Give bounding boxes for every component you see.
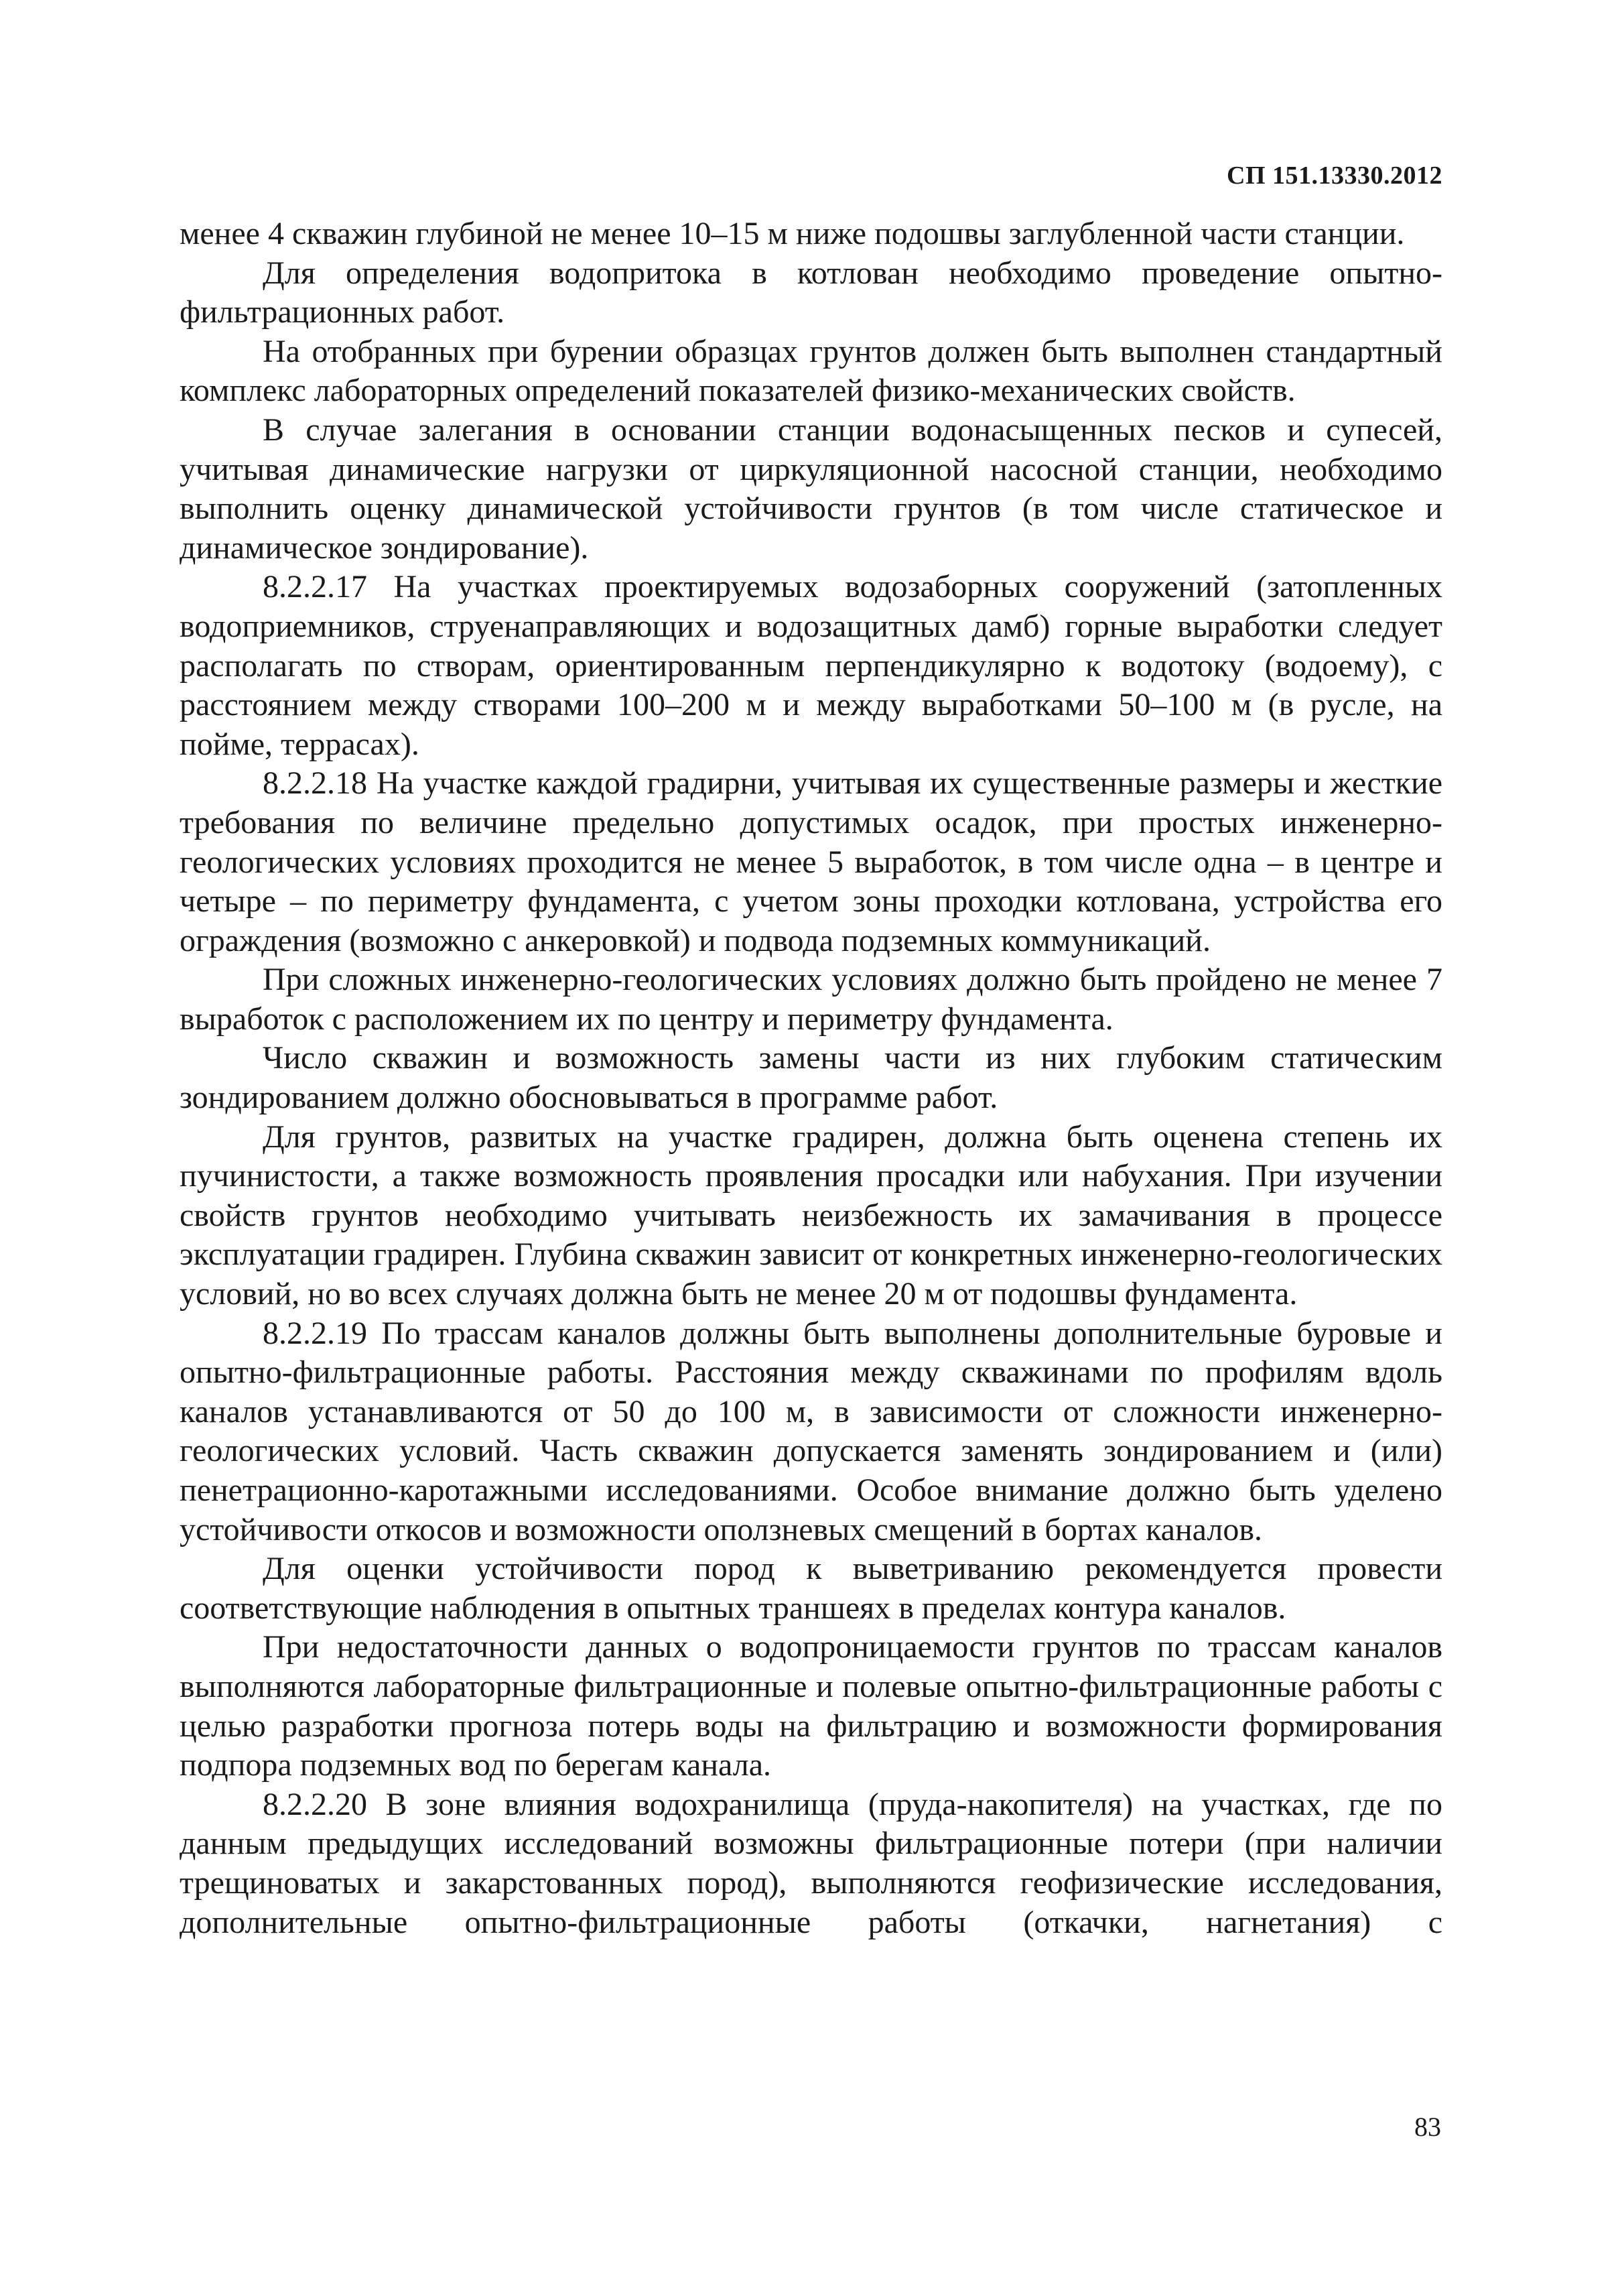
paragraph-continuation: менее 4 скважин глубиной не менее 10–15 м ниже подошвы заглубленной части станции. — [180, 216, 1405, 251]
paragraph-clause-8-2-2-18: 8.2.2.18 На участке каждой градирни, учитывая их существенные размеры и жесткие требования по величине предельно допустимых осадок, при простых инженерно-геологических условиях проходится не менее 5 выработок, в том числе одна – в центре и четыре – по периметру фундамента, с учетом зоны проходки котлована, устройства его ограждения (возможно с анкеровкой) и подвода подземных коммуникаций. — [180, 765, 1442, 958]
paragraph: Для оценки устойчивости пород к выветриванию рекомендуется провести соответствующие наблюдения в опытных траншеях в пределах контура каналов. — [180, 1551, 1442, 1626]
paragraph: При недостаточности данных о водопроницаемости грунтов по трассам каналов выполняются лабораторные фильтрационные и полевые опытно-фильтрационные работы с целью разработки прогноза потерь воды на фильтрацию и возможности формирования подпора подземных вод по берегам канала. — [180, 1629, 1442, 1783]
paragraph-clause-8-2-2-17: 8.2.2.17 На участках проектируемых водозаборных сооружений (затопленных водоприемников, струенаправляющих и водозащитных дамб) горные выработки следует располагать по створам, ориентированным перпендикулярно к водотоку (водоему), с расстоянием между створами 100–200 м и между выработками 50–100 м (в русле, на пойме, террасах). — [180, 569, 1442, 762]
paragraph: Число скважин и возможность замены части из них глубоким статическим зондированием должно обосновываться в программе работ. — [180, 1040, 1442, 1116]
paragraph: При сложных инженерно-геологических условиях должно быть пройдено не менее 7 выработок с расположением их по центру и периметру фундамента. — [180, 962, 1442, 1037]
paragraph: На отобранных при бурении образцах грунтов должен быть выполнен стандартный комплекс лабораторных определений показателей физико-механических свойств. — [180, 333, 1442, 409]
page-number: 83 — [1414, 2112, 1441, 2142]
body-text — [180, 214, 1442, 1942]
paragraph-clause-8-2-2-20: 8.2.2.20 В зоне влияния водохранилища (пруда-накопителя) на участках, где по данным предыдущих исследований возможны фильтрационные потери (при наличии трещиноватых и закарстованных пород), выполняются геофизические исследования, дополнительные опытно-фильтрационные работы (откачки, нагнетания) с — [180, 1786, 1442, 1940]
paragraph-clause-8-2-2-19: 8.2.2.19 По трассам каналов должны быть выполнены дополнительные буровые и опытно-фильтрационные работы. Расстояния между скважинами по профилям вдоль каналов устанавливаются от 50 до 100 м, в зависимости от сложности инженерно-геологических условий. Часть скважин допускается заменять зондированием и (или) пенетрационно-каротажными исследованиями. Особое внимание должно быть уделено устойчивости откосов и возможности оползневых смещений в бортах каналов. — [180, 1315, 1442, 1547]
paragraph: Для грунтов, развитых на участке градирен, должна быть оценена степень их пучинистости, а также возможность проявления просадки или набухания. При изучении свойств грунтов необходимо учитывать неизбежность их замачивания в процессе эксплуатации градирен. Глубина скважин зависит от конкретных инженерно-геологических условий, но во всех случаях должна быть не менее 20 м от подошвы фундамента. — [180, 1119, 1442, 1312]
paragraph: Для определения водопритока в котлован необходимо проведение опытно-фильтрационных работ. — [180, 255, 1442, 330]
document-code-header: СП 151.13330.2012 — [1227, 162, 1442, 190]
paragraph: В случае залегания в основании станции водонасыщенных песков и супесей, учитывая динамические нагрузки от циркуляционной насосной станции, необходимо выполнить оценку динамической устойчивости грунтов (в том числе статическое и динамическое зондирование). — [180, 411, 1442, 566]
